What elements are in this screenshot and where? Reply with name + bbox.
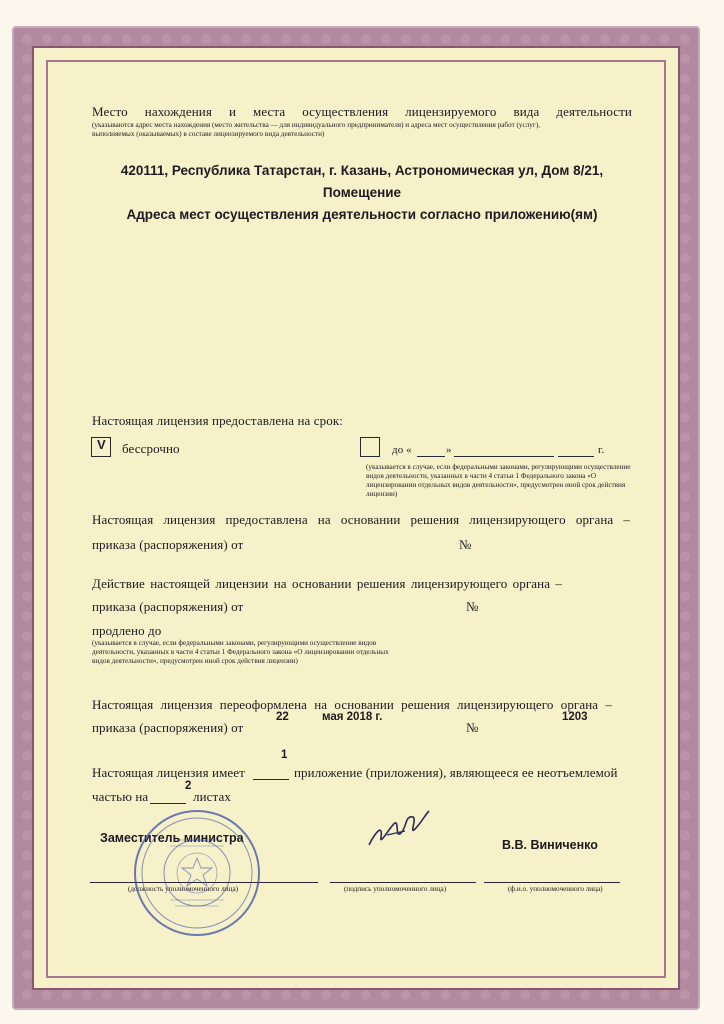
extended-until: продлено до [92, 623, 162, 638]
appendix-count: 1 [281, 749, 288, 761]
appendix-line-1-prefix: Настоящая лицензия имеет [92, 765, 245, 780]
term-label: Настоящая лицензия предоставлена на срок: [92, 413, 343, 428]
reissue-month-year: мая 2018 г. [322, 711, 383, 723]
appendix-line-2-suffix: листах [193, 789, 231, 804]
until-quote: » [446, 444, 452, 456]
until-prefix: до « [392, 444, 412, 456]
reissue-line-1: Настоящая лицензия переоформлена на основании решения лицензирующего органа – [92, 697, 612, 712]
caption-position: (должность уполномоченного лица) [128, 885, 239, 893]
address-line-2: Помещение [322, 185, 402, 200]
until-checkbox [360, 437, 380, 457]
extension-no: № [466, 599, 479, 614]
basis-line-1: Настоящая лицензия предоставлена на основании решения лицензирующего органа – [92, 512, 630, 527]
location-note-1: (указываются адрес места нахождения (место жительства — для индивидуального предпринимателя) и адреса мест осуществления работ (услуг), [92, 121, 541, 129]
reissue-no: № [466, 720, 479, 735]
signer-name: В.В. Виниченко [502, 838, 598, 852]
appendix-line-1-suffix: приложение (приложения), являющееся ее неотъемлемой [294, 765, 618, 780]
extension-line-1: Действие настоящей лицензии на основании решения лицензирующего органа – [92, 576, 562, 591]
unlimited-label: бессрочно [122, 441, 180, 456]
basis-line-2: приказа (распоряжения) от [92, 537, 244, 552]
address-line-1: 420111, Республика Татарстан, г. Казань, Астрономическая ул, Дом 8/21, [120, 163, 604, 178]
extension-line-2: приказа (распоряжения) от [92, 599, 244, 614]
reissue-day: 22 [276, 711, 289, 723]
extension-note: (указывается в случае, если федеральными законами, регулирующими осуществление видов деятельности, указанных в части 4 статьи 1 Федерального закона «О лицензировании отдельных видов деятельности», предусмотрен иной срок действия лицензии) [92, 639, 389, 665]
official-seal [130, 806, 264, 940]
reissue-number: 1203 [562, 711, 588, 723]
reissue-line-2: приказа (распоряжения) от [92, 720, 244, 735]
signer-position: Заместитель министра [100, 831, 244, 845]
check-mark: V [97, 437, 106, 452]
basis-no: № [459, 537, 472, 552]
appendix-sheets: 2 [185, 780, 192, 792]
appendix-line-2-prefix: частью на [92, 789, 149, 804]
caption-signature: (подпись уполномоченного лица) [344, 885, 447, 893]
unlimited-checkbox [91, 437, 111, 457]
term-note: (указывается в случае, если федеральными законами, регулирующими осуществление видов деятельности, указанных в части 4 статьи 1 Федерального закона «О лицензировании отдельных видов деятельности», предусмотрен иной срок действия лицензии) [366, 463, 631, 498]
until-suffix: г. [598, 444, 605, 456]
location-heading: Место нахождения и места осуществления лицензируемого вида деятельности [92, 104, 632, 119]
location-note-2: выполняемых (оказываемых) в составе лицензируемого вида деятельности) [92, 130, 325, 138]
caption-name: (ф.и.о. уполномоченного лица) [508, 885, 603, 893]
address-line-3: Адреса мест осуществления деятельности согласно приложению(ям) [126, 207, 598, 222]
handwritten-signature [365, 805, 435, 855]
